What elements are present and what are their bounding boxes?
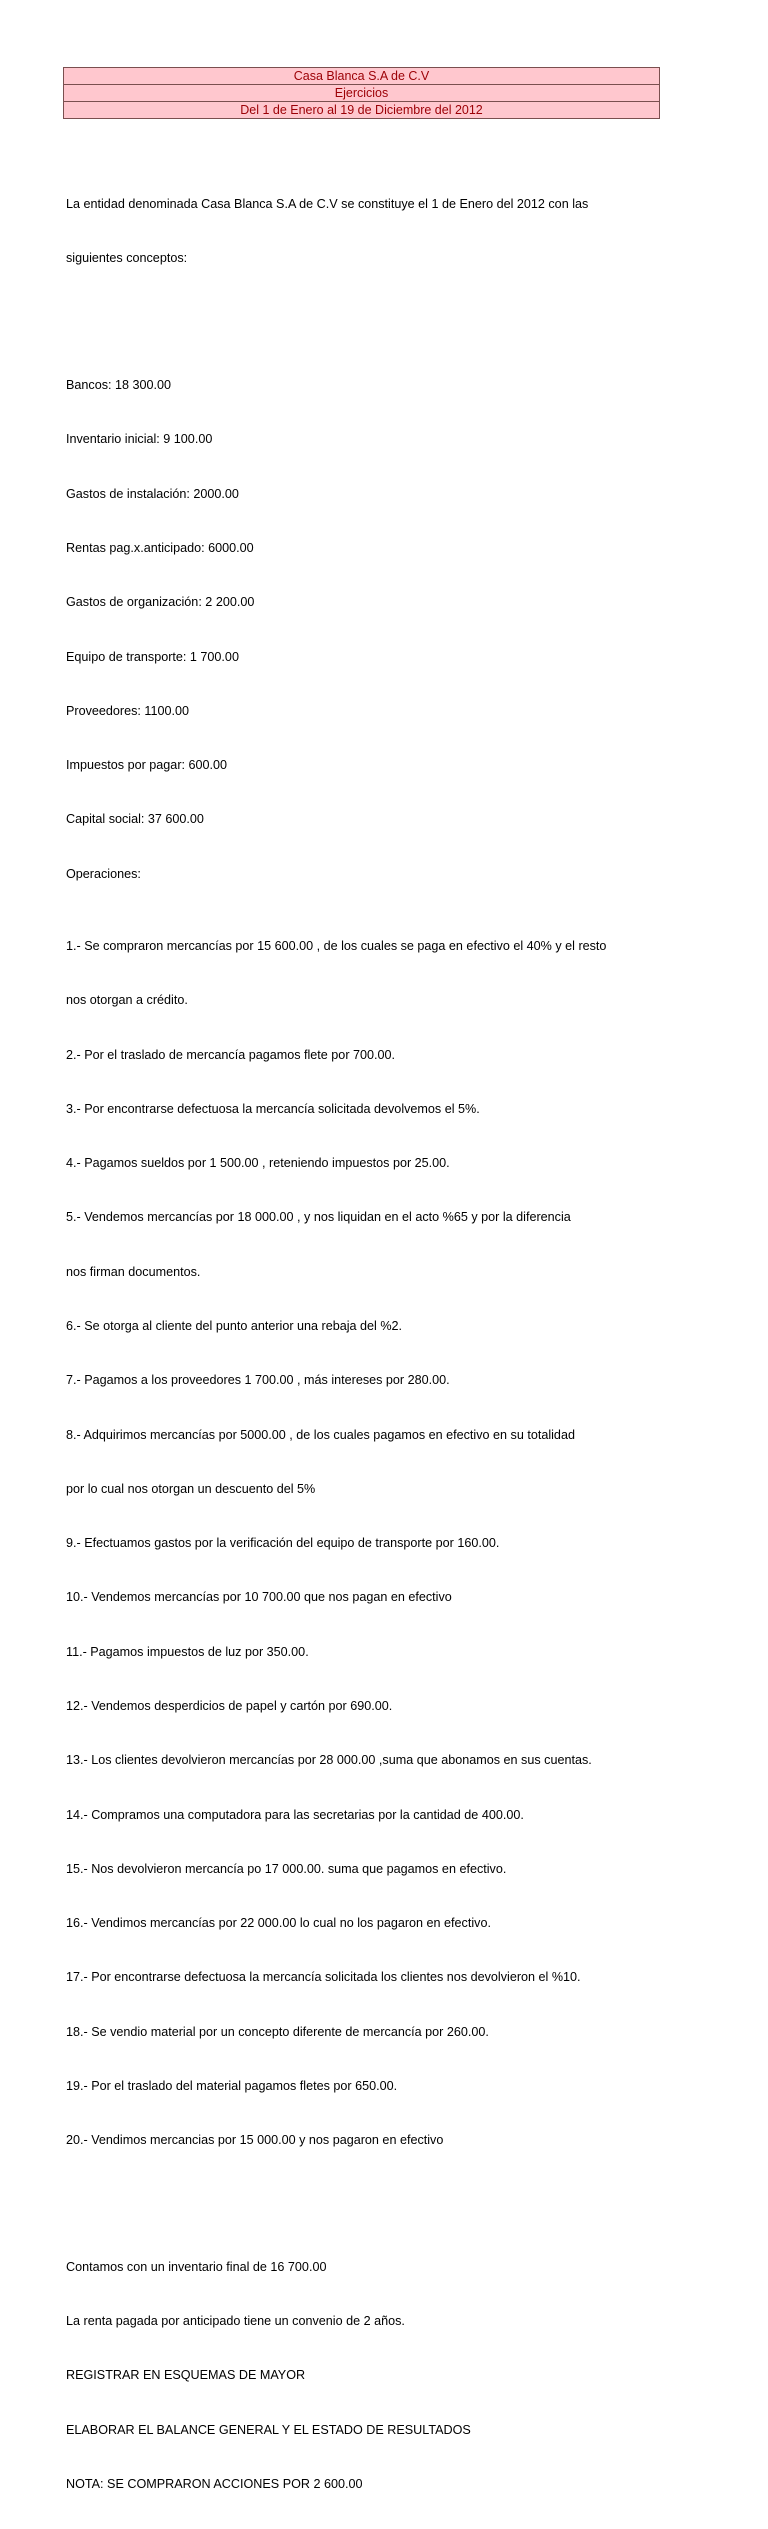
operation-line: nos firman documentos.	[66, 1264, 201, 1279]
closing-line: NOTA: SE COMPRARON ACCIONES POR 2 600.00	[66, 2477, 363, 2491]
operation-line: 9.- Efectuamos gastos por la verificación del equipo de transporte por 160.00.	[66, 1536, 500, 1551]
concept-line: Gastos de instalación: 2000.00	[66, 486, 239, 501]
document-body	[66, 159, 686, 2529]
operation-line: 7.- Pagamos a los proveedores 1 700.00 , más intereses por 280.00.	[66, 1373, 450, 1388]
operation-line: 20.- Vendimos mercancias por 15 000.00 y nos pagaron en efectivo	[66, 2133, 444, 2148]
operation-line: 16.- Vendimos mercancías por 22 000.00 lo cual no los pagaron en efectivo.	[66, 1916, 491, 1931]
concept-line: Impuestos por pagar: 600.00	[66, 758, 228, 773]
operation-line: 6.- Se otorga al cliente del punto anterior una rebaja del %2.	[66, 1319, 403, 1333]
closing-line: REGISTRAR EN ESQUEMAS DE MAYOR	[66, 2368, 306, 2383]
concept-line: Bancos: 18 300.00	[66, 378, 172, 393]
concept-line: Rentas pag.x.anticipado: 6000.00	[66, 540, 254, 555]
intro-line: siguientes conceptos:	[66, 251, 188, 266]
subtitle-cell: Ejercicios	[63, 84, 660, 102]
operation-line: 8.- Adquirimos mercancías por 5000.00 , de los cuales pagamos en efectivo en su totalidad	[66, 1427, 575, 1442]
operation-line: 17.- Por encontrarse defectuosa la mercancía solicitada los clientes nos devolvieron el %10.	[66, 1970, 581, 1985]
concept-line: Inventario inicial: 9 100.00	[66, 432, 213, 447]
operation-line: 3.- Por encontrarse defectuosa la mercancía solicitada devolvemos el 5%.	[66, 1101, 480, 1116]
operation-line: 12.- Vendemos desperdicios de papel y cartón por 690.00.	[66, 1698, 393, 1713]
intro-line: La entidad denominada Casa Blanca S.A de C.V se constituye el 1 de Enero del 2012 con las	[66, 197, 589, 212]
operation-line: 19.- Por el traslado del material pagamos fletes por 650.00.	[66, 2078, 398, 2093]
operations-heading: Operaciones:	[66, 866, 141, 881]
period-cell: Del 1 de Enero al 19 de Diciembre del 2012	[63, 101, 660, 119]
operation-line: 1.- Se compraron mercancías por 15 600.00 , de los cuales se paga en efectivo el 40% y el resto	[66, 939, 607, 954]
company-name-cell: Casa Blanca S.A de C.V	[63, 67, 660, 85]
concept-line: Gastos de organización: 2 200.00	[66, 595, 255, 610]
closing-line: ELABORAR EL BALANCE GENERAL Y EL ESTADO DE RESULTADOS	[66, 2422, 471, 2437]
operation-line: 18.- Se vendio material por un concepto diferente de mercancía por 260.00.	[66, 2024, 489, 2039]
concept-line: Capital social: 37 600.00	[66, 812, 204, 827]
operation-line: por lo cual nos otorgan un descuento del 5%	[66, 1481, 316, 1496]
concept-line: Proveedores: 1100.00	[66, 703, 189, 718]
operation-line: 4.- Pagamos sueldos por 1 500.00 , reteniendo impuestos por 25.00.	[66, 1156, 450, 1171]
operation-line: 2.- Por el traslado de mercancía pagamos flete por 700.00.	[66, 1047, 396, 1062]
operation-line: 14.- Compramos una computadora para las secretarias por la cantidad de 400.00.	[66, 1807, 524, 1822]
operation-line: 10.- Vendemos mercancías por 10 700.00 que nos pagan en efectivo	[66, 1590, 452, 1605]
operation-line: 13.- Los clientes devolvieron mercancías por 28 000.00 ,suma que abonamos en sus cuentas.	[66, 1753, 592, 1768]
operation-line: 5.- Vendemos mercancías por 18 000.00 , y nos liquidan en el acto %65 y por la diferencia	[66, 1210, 571, 1225]
operation-line: 15.- Nos devolvieron mercancía po 17 000.00. suma que pagamos en efectivo.	[66, 1861, 507, 1876]
spacer	[66, 2186, 686, 2204]
spacer	[66, 304, 686, 322]
concept-line: Equipo de transporte: 1 700.00	[66, 649, 239, 664]
closing-line: Contamos con un inventario final de 16 700.00	[66, 2259, 327, 2274]
operation-line: 11.- Pagamos impuestos de luz por 350.00.	[66, 1644, 309, 1659]
header-block	[63, 67, 660, 119]
closing-line: La renta pagada por anticipado tiene un convenio de 2 años.	[66, 2314, 405, 2329]
operation-line: nos otorgan a crédito.	[66, 993, 188, 1008]
